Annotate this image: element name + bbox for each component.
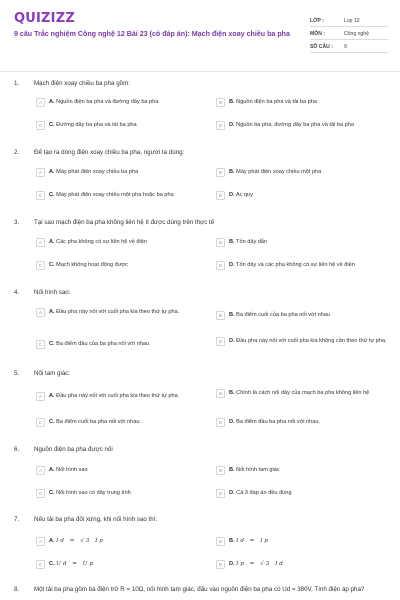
quiz-meta bbox=[310, 14, 388, 53]
option-key-box: A bbox=[36, 168, 45, 177]
question-text: Một tải ba pha gồm ba điện trở R = 10Ω, nối hình tam giác, đấu vào nguồn điện ba pha có Ud = 380V. Tính điện áp pha? bbox=[34, 586, 365, 593]
option-key-box: B bbox=[216, 238, 225, 247]
option-text: Đường dây ba pha và tải ba pha bbox=[56, 122, 137, 128]
option-text: Máy phát điện xoay chiều một pha bbox=[236, 169, 322, 175]
option-c[interactable]: C C. Máy phát điện xoay chiều một pha hoặc ba pha bbox=[36, 191, 212, 200]
option-d[interactable]: D D. Ac quy bbox=[216, 191, 392, 200]
question-number: 5. bbox=[14, 370, 20, 377]
option-text: Ba điểm đầu của ba pha nối với nhau bbox=[56, 341, 150, 347]
option-key-box: B bbox=[216, 537, 225, 546]
question-text: Nối tam giác: bbox=[34, 370, 71, 377]
meta-value: 9 bbox=[344, 44, 347, 50]
option-key-box: C bbox=[36, 560, 45, 569]
question-stem bbox=[14, 219, 384, 227]
option-text: Nguồn điện ba pha và đường dây ba pha bbox=[56, 99, 159, 105]
option-d[interactable]: D D. Ba điểm đầu ba pha nối với nhau. bbox=[216, 418, 392, 427]
question-text: Nối hình sao: bbox=[34, 289, 71, 296]
option-a[interactable]: A A. Nối hình sao bbox=[36, 466, 212, 475]
meta-row-grade bbox=[310, 14, 388, 27]
meta-label: MÔN : bbox=[310, 31, 325, 37]
option-d[interactable]: D D. Tốn dây và các pha không có sự liên hệ về điện bbox=[216, 261, 392, 270]
meta-value: Lop 12 bbox=[344, 18, 360, 24]
option-a[interactable]: A A. Đầu pha này nối với cuối pha kia theo thứ tự pha. bbox=[36, 308, 196, 317]
option-b[interactable]: B B. Nguồn điện ba pha và tải ba pha bbox=[216, 98, 392, 107]
option-key-box: B bbox=[216, 311, 225, 320]
option-key-box: D bbox=[216, 418, 225, 427]
question-stem bbox=[14, 149, 384, 157]
question-text: Tại sao mạch điện ba pha không liên hệ ít được dùng trên thực tế bbox=[34, 219, 215, 226]
option-c[interactable]: C C. Nối hình sao có dây trung tính bbox=[36, 489, 212, 498]
option-key-box: C bbox=[36, 418, 45, 427]
option-b[interactable]: B B. Máy phát điện xoay chiều một pha bbox=[216, 168, 392, 177]
option-c[interactable]: C C. Ba điểm đầu của ba pha nối với nhau bbox=[36, 340, 212, 349]
option-d[interactable]: D D. Nguồn ba pha, đường dây ba pha và tải ba pha bbox=[216, 121, 392, 130]
question-number: 2. bbox=[14, 149, 20, 156]
option-formula: Id = Ip bbox=[236, 538, 270, 544]
meta-label: LỚP : bbox=[310, 18, 324, 24]
option-key-box: C bbox=[36, 261, 45, 270]
option-c[interactable]: C C. Ud = Up bbox=[36, 560, 212, 569]
option-b[interactable]: B B. Id = Ip bbox=[216, 537, 392, 546]
option-text: Đầu pha này nối với cuối pha kia theo thứ tự pha bbox=[56, 393, 178, 399]
option-text: Ba điểm đầu ba pha nối với nhau. bbox=[236, 419, 321, 425]
question-text: Nguồn điện ba pha được nối bbox=[34, 446, 113, 453]
option-b[interactable]: B B. Tốn dây dẫn bbox=[216, 238, 392, 247]
option-key-box: A bbox=[36, 308, 45, 317]
question-number: 8. bbox=[14, 586, 20, 593]
question-number: 3. bbox=[14, 219, 20, 226]
meta-value: Công nghệ bbox=[344, 31, 369, 37]
option-key-box: A bbox=[36, 392, 45, 401]
question-number: 1. bbox=[14, 80, 20, 87]
option-key-box: A bbox=[36, 537, 45, 546]
option-key-box: D bbox=[216, 121, 225, 130]
option-d[interactable]: D D. Đầu pha này nối với cuối pha kia không cần theo thứ tự pha. bbox=[216, 337, 392, 346]
question-text: Để tạo ra dòng điện xoay chiều ba pha, người ta dùng: bbox=[34, 149, 185, 156]
option-text: Máy phát điện xoay chiều một pha hoặc ba pha bbox=[56, 192, 174, 198]
option-text: Ac quy bbox=[235, 192, 253, 198]
option-text: Nối hình tam giác bbox=[236, 467, 280, 473]
option-text: Mạch không hoạt động được bbox=[56, 262, 128, 268]
option-c[interactable]: C C. Ba điểm cuối ba pha nối với nhau. bbox=[36, 418, 212, 427]
option-key-box: B bbox=[216, 98, 225, 107]
option-a[interactable]: A A. Đầu pha này nối với cuối pha kia theo thứ tự pha bbox=[36, 392, 212, 401]
option-text: Ba điểm cuối ba pha nối với nhau. bbox=[56, 419, 141, 425]
question-stem bbox=[14, 289, 384, 297]
question-text: Nếu tải ba pha đối xứng, khi nối hình sao thì: bbox=[34, 516, 158, 523]
question-number: 7. bbox=[14, 516, 20, 523]
question-text: Mạch điện xoay chiều ba pha gồm: bbox=[34, 80, 130, 87]
meta-row-subject bbox=[310, 27, 388, 40]
option-formula: Ud = Up bbox=[56, 561, 95, 567]
quiz-header bbox=[0, 0, 400, 72]
option-key-box: C bbox=[36, 191, 45, 200]
meta-label: SỐ CÂU : bbox=[310, 44, 333, 50]
option-text: Các pha không có sự liên hệ về điện bbox=[56, 239, 147, 245]
option-c[interactable]: C C. Mạch không hoạt động được bbox=[36, 261, 212, 270]
option-text: Đầu pha này nối với cuối pha kia không cần theo thứ tự pha. bbox=[236, 338, 387, 344]
option-text: Máy phát điện xoay chiều ba pha bbox=[56, 169, 139, 175]
option-key-box: D bbox=[216, 337, 225, 346]
option-key-box: D bbox=[216, 560, 225, 569]
question-number: 6. bbox=[14, 446, 20, 453]
option-text: Nối hình sao có dây trung tính bbox=[56, 490, 131, 496]
question-stem bbox=[14, 446, 384, 454]
option-a[interactable]: A A. Id = √3 Ip bbox=[36, 537, 212, 546]
meta-row-count bbox=[310, 40, 388, 53]
question-stem bbox=[14, 370, 384, 378]
question-number: 4. bbox=[14, 289, 20, 296]
option-text: Nguồn điện ba pha và tải ba pha bbox=[236, 99, 318, 105]
option-formula: Id = √3 Ip bbox=[56, 538, 105, 544]
option-c[interactable]: C C. Đường dây ba pha và tải ba pha bbox=[36, 121, 212, 130]
option-key-box: B bbox=[216, 389, 225, 398]
option-key-box: D bbox=[216, 261, 225, 270]
option-key-box: B bbox=[216, 168, 225, 177]
option-a[interactable]: A A. Máy phát điện xoay chiều ba pha bbox=[36, 168, 212, 177]
option-d[interactable]: D D. Cả 3 đáp án đều đúng bbox=[216, 489, 392, 498]
option-key-box: A bbox=[36, 238, 45, 247]
option-text: Đầu pha này nối với cuối pha kia theo thứ tự pha. bbox=[56, 309, 180, 315]
option-a[interactable]: A A. Nguồn điện ba pha và đường dây ba pha bbox=[36, 98, 212, 107]
option-key-box: B bbox=[216, 466, 225, 475]
option-text: Chính là cách nối dây của mạch ba pha không liên hệ bbox=[236, 390, 370, 396]
question-stem bbox=[14, 80, 384, 88]
option-formula: Ip = √3 Id bbox=[236, 561, 285, 567]
question-stem bbox=[14, 586, 384, 594]
quiz-title: 9 câu Trắc nghiệm Công nghệ 12 Bài 23 (có đáp án): Mạch điện xoay chiều ba pha bbox=[14, 30, 290, 38]
option-a[interactable]: A A. Các pha không có sự liên hệ về điện bbox=[36, 238, 212, 247]
option-key-box: A bbox=[36, 466, 45, 475]
option-text: Ba điểm cuối của ba pha nối với nhau bbox=[236, 312, 331, 318]
option-text: Nối hình sao bbox=[56, 467, 88, 473]
option-b[interactable]: B B. Ba điểm cuối của ba pha nối với nhau bbox=[216, 311, 392, 320]
option-text: Tốn dây dẫn bbox=[236, 239, 268, 245]
option-b[interactable]: B B. Chính là cách nối dây của mạch ba pha không liên hệ bbox=[216, 389, 386, 398]
option-text: Tốn dây và các pha không có sự liên hệ về điện bbox=[236, 262, 355, 268]
quizizz-logo[interactable]: QUIZIZZ bbox=[14, 11, 75, 26]
option-text: Cả 3 đáp án đều đúng bbox=[236, 490, 292, 496]
option-key-box: C bbox=[36, 340, 45, 349]
option-key-box: C bbox=[36, 121, 45, 130]
question-stem bbox=[14, 516, 384, 524]
option-b[interactable]: B B. Nối hình tam giác bbox=[216, 466, 392, 475]
option-key-box: C bbox=[36, 489, 45, 498]
option-d[interactable]: D D. Ip = √3 Id bbox=[216, 560, 392, 569]
option-text: Nguồn ba pha, đường dây ba pha và tải ba pha bbox=[236, 122, 354, 128]
option-key-box: D bbox=[216, 489, 225, 498]
option-key-box: A bbox=[36, 98, 45, 107]
option-key-box: D bbox=[216, 191, 225, 200]
